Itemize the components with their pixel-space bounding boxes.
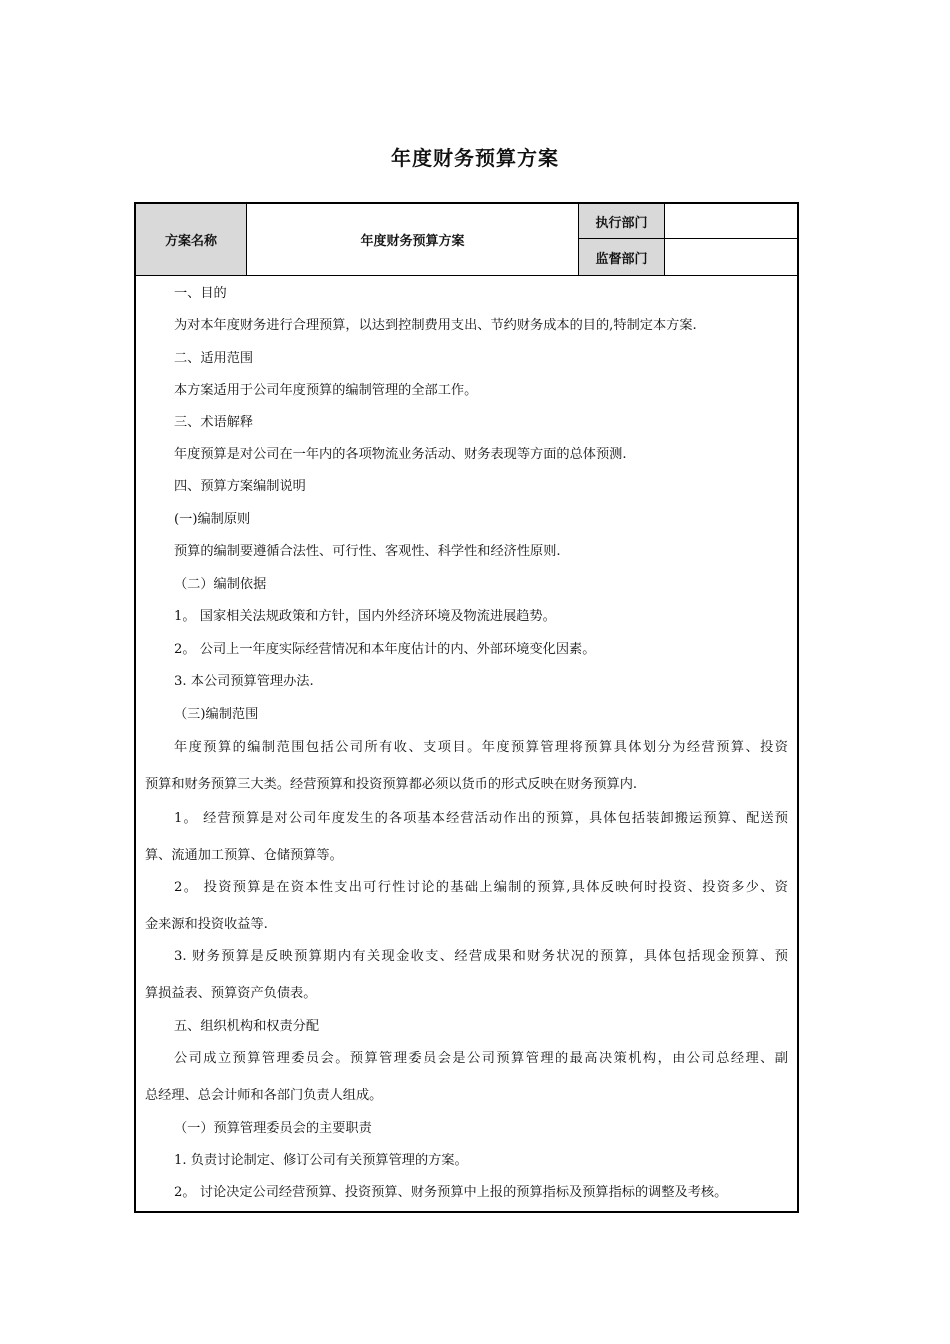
supervise-dept-label: 监督部门 xyxy=(595,251,648,267)
section-4-3-item-3-line-1: 3. 财务预算是反映预算期内有关现金收支、经营成果和财务状况的预算，具体包括现金预算、预 xyxy=(174,949,788,964)
section-5-text-line-2: 总经理、总会计师和各部门负责人组成。 xyxy=(145,1088,383,1103)
section-4-3-item-2-line-1: 2。 投资预算是在资本性支出可行性讨论的基础上编制的预算,具体反映何时投资、投资多少、资 xyxy=(174,880,788,895)
section-4-3-item-1-line-1: 1。 经营预算是对公司年度发生的各项基本经营活动作出的预算，具体包括装卸搬运预算、配送预 xyxy=(174,811,788,826)
section-4-heading: 四、预算方案编制说明 xyxy=(174,479,306,494)
section-4-2-item-3: 3. 本公司预算管理办法. xyxy=(174,674,314,689)
section-2-text: 本方案适用于公司年度预算的编制管理的全部工作。 xyxy=(174,383,478,398)
section-4-3-text-line-1: 年度预算的编制范围包括公司所有收、支项目。年度预算管理将预算具体划分为经营预算、投资 xyxy=(174,740,788,755)
supervise-dept-label-cell xyxy=(578,239,664,276)
section-4-1-text: 预算的编制要遵循合法性、可行性、客观性、科学性和经济性原则. xyxy=(174,544,561,559)
section-5-heading: 五、组织机构和权责分配 xyxy=(174,1019,320,1034)
section-3-heading: 三、术语解释 xyxy=(174,415,254,430)
section-5-1-heading: （一）预算管理委员会的主要职责 xyxy=(174,1121,372,1136)
section-4-2-item-2: 2。 公司上一年度实际经营情况和本年度估计的内、外部环境变化因素。 xyxy=(174,642,596,657)
section-5-1-item-1: 1. 负责讨论制定、修订公司有关预算管理的方案。 xyxy=(174,1153,468,1168)
section-4-3-heading: （三)编制范围 xyxy=(174,707,259,722)
section-4-3-item-1-line-2: 算、流通加工预算、仓储预算等。 xyxy=(145,848,343,863)
section-4-3-item-3-line-2: 算损益表、预算资产负债表。 xyxy=(145,986,317,1001)
exec-dept-value-cell[interactable] xyxy=(664,204,797,239)
section-4-2-item-1: 1。 国家相关法规政策和方针，国内外经济环境及物流进展趋势。 xyxy=(174,609,556,624)
plan-name-label-cell xyxy=(136,204,246,276)
plan-name-value-cell xyxy=(246,204,578,276)
section-4-3-item-2-line-2: 金来源和投资收益等. xyxy=(145,917,268,932)
section-4-1-heading: (一)编制原则 xyxy=(174,512,251,527)
document-title: 年度财务预算方案 xyxy=(391,146,559,170)
section-5-text-line-1: 公司成立预算管理委员会。预算管理委员会是公司预算管理的最高决策机构，由公司总经理、副 xyxy=(174,1051,788,1066)
section-3-text: 年度预算是对公司在一年内的各项物流业务活动、财务表现等方面的总体预测. xyxy=(174,447,627,462)
section-4-3-text-line-2: 预算和财务预算三大类。经营预算和投资预算都必须以货币的形式反映在财务预算内. xyxy=(145,777,638,792)
exec-dept-label-cell xyxy=(578,204,664,239)
budget-plan-table xyxy=(134,202,799,1213)
section-1-text: 为对本年度财务进行合理预算，以达到控制费用支出、节约财务成本的目的,特制定本方案. xyxy=(174,318,697,333)
exec-dept-label: 执行部门 xyxy=(595,215,648,231)
section-1-heading: 一、目的 xyxy=(174,286,227,301)
section-4-2-heading: （二）编制依据 xyxy=(174,577,267,592)
plan-name-label: 方案名称 xyxy=(164,234,217,249)
section-2-heading: 二、适用范围 xyxy=(174,351,254,366)
supervise-dept-value-cell[interactable] xyxy=(664,239,797,276)
plan-name-value: 年度财务预算方案 xyxy=(360,234,465,249)
section-5-1-item-2: 2。 讨论决定公司经营预算、投资预算、财务预算中上报的预算指标及预算指标的调整及考核。 xyxy=(174,1185,728,1200)
